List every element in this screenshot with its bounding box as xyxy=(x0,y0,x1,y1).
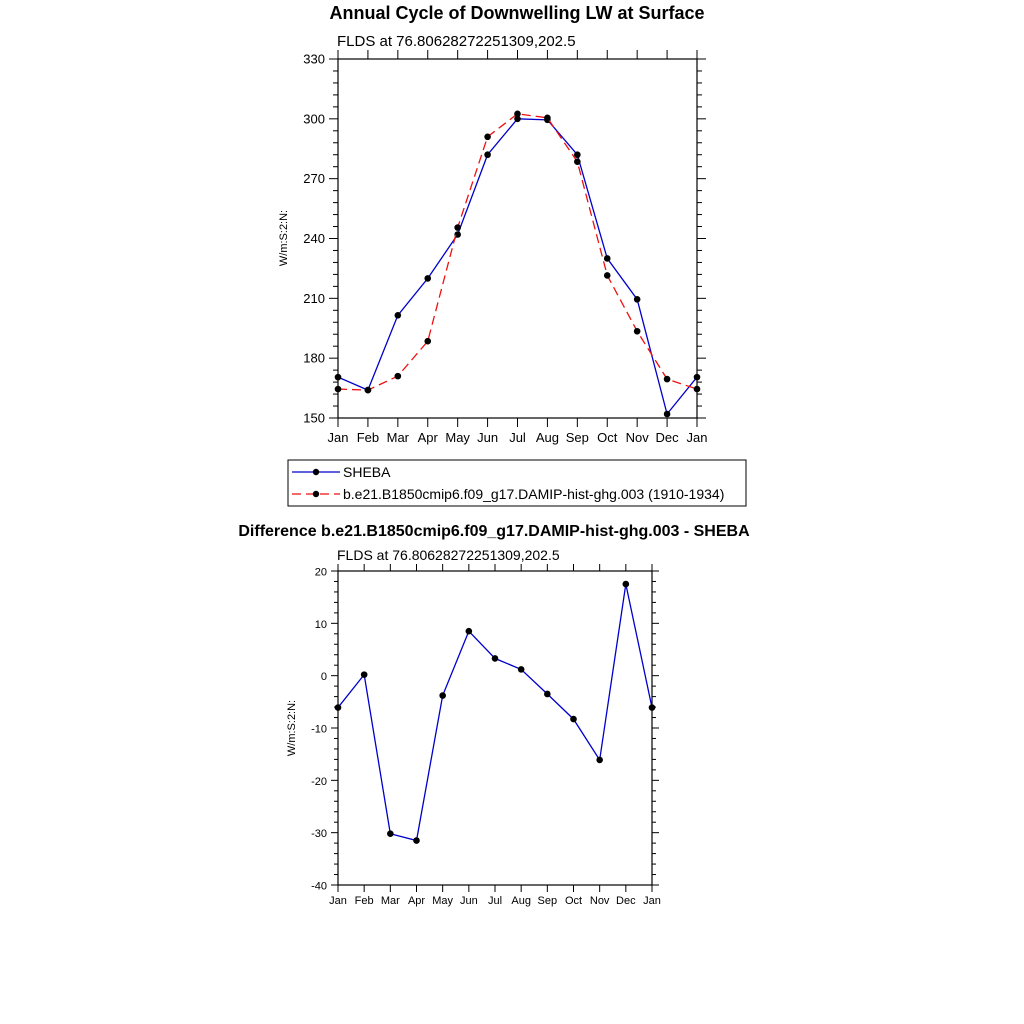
data-point-1-5 xyxy=(484,133,491,140)
x-tick-label: Dec xyxy=(655,430,679,445)
series-line-0 xyxy=(338,584,652,840)
difference-y-axis-label: W/m:S:2:N: xyxy=(286,699,298,757)
x-tick-label: Nov xyxy=(589,895,610,907)
x-tick-label: Mar xyxy=(380,895,400,907)
data-point-1-10 xyxy=(634,328,641,335)
y-tick-label: 240 xyxy=(303,231,325,246)
x-tick-label: Jul xyxy=(509,430,526,445)
data-point-0-1 xyxy=(361,671,368,678)
x-tick-label: Feb xyxy=(356,430,380,445)
chart-subtitle: FLDS at 76.80628272251309,202.5 xyxy=(337,33,576,50)
data-point-0-2 xyxy=(387,830,394,837)
y-tick-label: 300 xyxy=(303,111,325,127)
y-tick-label: 270 xyxy=(303,171,325,187)
y-tick-label: -30 xyxy=(311,828,327,841)
data-point-0-12 xyxy=(649,704,656,711)
data-point-0-0 xyxy=(335,704,342,711)
x-tick-label: Dec xyxy=(616,895,636,907)
series-line-1 xyxy=(338,114,697,390)
data-point-1-2 xyxy=(395,373,402,380)
data-point-0-8 xyxy=(574,151,581,158)
y-tick-label: 330 xyxy=(303,51,325,67)
difference-chart-title: Difference b.e21.B1850cmip6.f09_g17.DAMIP-hist-ghg.003 - SHEBA xyxy=(238,523,750,540)
x-tick-label: May xyxy=(432,895,454,907)
data-point-1-0 xyxy=(335,386,342,393)
x-tick-label: Sep xyxy=(565,430,589,445)
data-point-0-3 xyxy=(413,837,420,844)
data-point-0-6 xyxy=(492,655,499,662)
data-point-0-7 xyxy=(518,666,525,673)
x-tick-label: Oct xyxy=(564,895,583,907)
x-tick-label: Mar xyxy=(386,430,410,445)
data-point-0-0 xyxy=(335,374,342,381)
data-point-1-9 xyxy=(604,272,611,279)
x-tick-label: Jun xyxy=(459,895,478,907)
y-tick-label: -20 xyxy=(311,775,327,788)
x-tick-label: Jul xyxy=(487,895,503,907)
y-tick-label: -40 xyxy=(311,880,327,893)
data-point-0-3 xyxy=(424,275,431,282)
y-tick-label: 210 xyxy=(303,290,325,306)
legend xyxy=(288,460,746,506)
data-point-1-8 xyxy=(574,158,581,165)
legend-label-model: b.e21.B1850cmip6.f09_g17.DAMIP-hist-ghg.003 (1910-1934) xyxy=(343,486,725,502)
data-point-0-8 xyxy=(544,691,551,698)
data-point-1-11 xyxy=(664,376,671,383)
data-point-0-5 xyxy=(484,151,491,158)
x-tick-label: Apr xyxy=(407,895,426,907)
y-tick-label: 10 xyxy=(314,618,327,631)
y-tick-label: -10 xyxy=(311,723,327,736)
data-point-0-10 xyxy=(596,757,603,764)
y-axis-label: W/m:S:2:N: xyxy=(278,209,290,267)
x-tick-label: Aug xyxy=(511,895,531,907)
data-point-0-9 xyxy=(570,716,577,723)
x-tick-label: Aug xyxy=(535,430,559,445)
x-tick-label: Jan xyxy=(643,895,661,907)
y-tick-label: 0 xyxy=(320,671,327,684)
x-tick-label: Sep xyxy=(537,895,558,907)
x-tick-label: Jan xyxy=(686,430,708,445)
x-tick-label: Jan xyxy=(327,430,349,445)
data-point-1-7 xyxy=(544,115,551,122)
y-tick-label: 180 xyxy=(303,350,325,366)
legend-marker-model xyxy=(313,491,319,497)
data-point-0-4 xyxy=(439,692,446,699)
data-point-0-11 xyxy=(623,581,630,588)
x-tick-label: Feb xyxy=(354,895,374,907)
difference-chart-subtitle: FLDS at 76.80628272251309,202.5 xyxy=(337,547,560,563)
data-point-1-12 xyxy=(694,386,701,393)
data-point-1-1 xyxy=(365,387,372,394)
legend-label-sheba: SHEBA xyxy=(343,464,391,480)
data-point-1-3 xyxy=(424,338,431,345)
x-tick-label: May xyxy=(445,430,470,445)
x-tick-label: Oct xyxy=(597,430,618,445)
legend-marker-sheba xyxy=(313,469,319,475)
x-tick-label: Nov xyxy=(625,430,649,445)
data-point-0-11 xyxy=(664,411,671,418)
data-point-0-9 xyxy=(604,255,611,262)
y-tick-label: 20 xyxy=(314,566,327,579)
plot-area-bottom xyxy=(311,564,661,907)
x-tick-label: Jan xyxy=(329,895,347,907)
data-point-0-12 xyxy=(694,374,701,381)
data-point-1-6 xyxy=(514,111,521,118)
data-point-0-2 xyxy=(395,312,402,319)
y-tick-label: 150 xyxy=(303,410,325,426)
data-point-1-4 xyxy=(454,224,461,231)
x-tick-label: Apr xyxy=(417,430,438,445)
chart-title: Annual Cycle of Downwelling LW at Surface xyxy=(329,3,705,23)
data-point-0-10 xyxy=(634,296,641,303)
data-point-0-5 xyxy=(466,628,473,635)
x-tick-label: Jun xyxy=(477,430,499,445)
plot-area-top xyxy=(303,50,707,445)
series-line-0 xyxy=(338,119,697,414)
